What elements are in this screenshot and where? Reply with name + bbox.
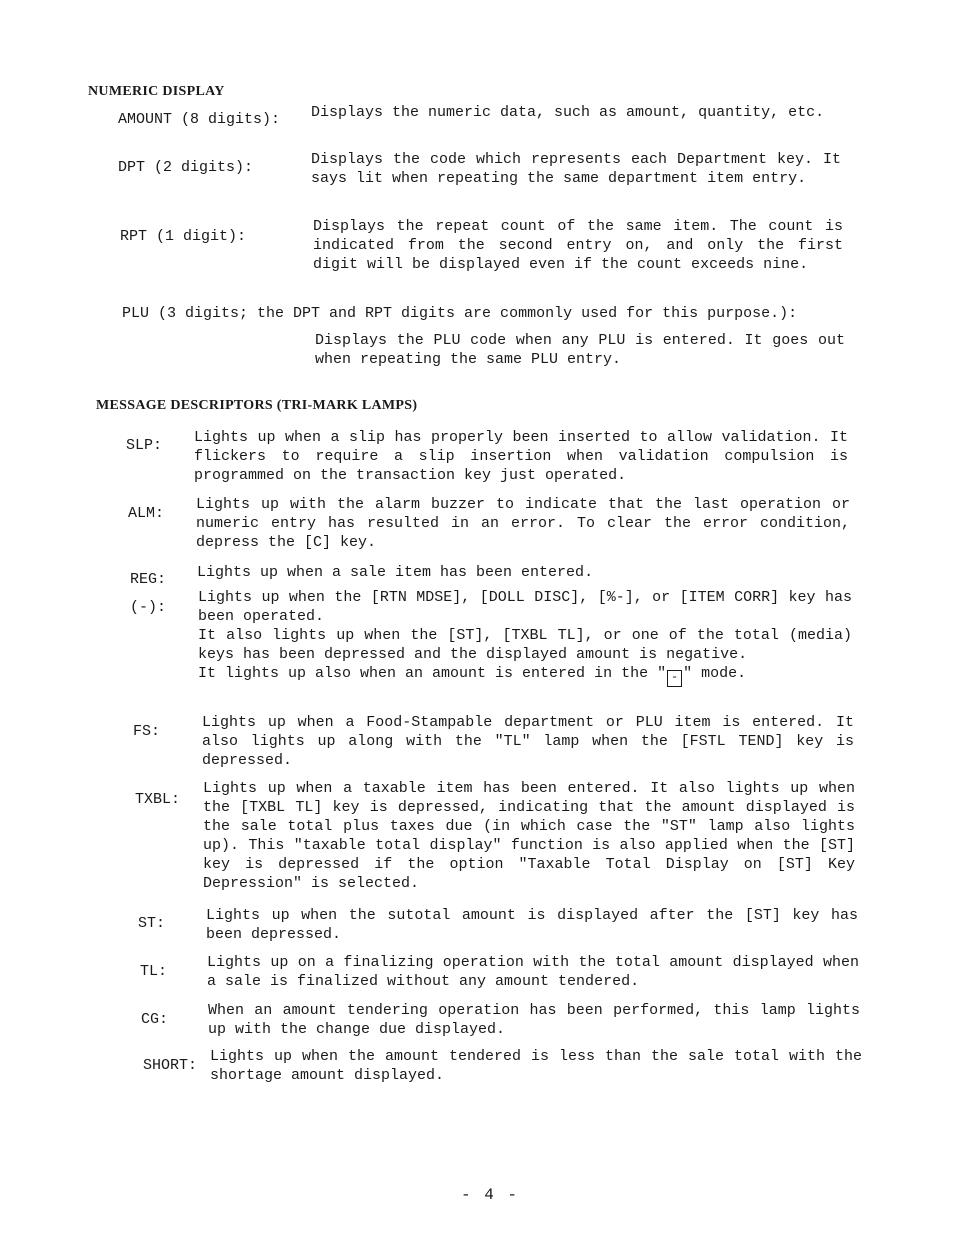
- desc-amount: Displays the numeric data, such as amount, quantity, etc.: [311, 104, 825, 121]
- term-fs: FS:: [133, 723, 161, 740]
- desc-alm: Lights up with the alarm buzzer to indicate that the last operation or numeric entry has resulted in an error. To clear the error condition, depress the [C] key.: [196, 496, 850, 551]
- term-st: ST:: [138, 915, 166, 932]
- desc-minus-line-1: Lights up when the [RTN MDSE], [DOLL DISC], [%-], or [ITEM CORR] key has been operated.: [198, 589, 852, 625]
- desc-rpt: Displays the repeat count of the same item. The count is indicated from the second entry on, and only the first digit will be displayed even if the count exceeds nine.: [313, 218, 843, 273]
- minus-mode-box-icon: -: [667, 670, 682, 687]
- desc-fs: Lights up when a Food-Stampable department or PLU item is entered. It also lights up along with the "TL" lamp when the [FSTL TEND] key is depressed.: [202, 714, 854, 769]
- term-plu: PLU (3 digits; the DPT and RPT digits are commonly used for this purpose.):: [122, 305, 798, 322]
- term-dpt: DPT (2 digits):: [118, 159, 254, 176]
- desc-txbl: Lights up when a taxable item has been entered. It also lights up when the [TXBL TL] key is depressed, indicating that the amount displayed is the sale total plus taxes due (in which case the "ST" lamp also lights up). This "taxable total display" function is also applied when the [ST] key is depressed if the option "Taxable Total Display on [ST] Key Depression" is selected.: [203, 780, 855, 892]
- term-rpt: RPT (1 digit):: [120, 228, 247, 245]
- desc-plu: Displays the PLU code when any PLU is entered. It goes out when repeating the same PLU entry.: [315, 332, 845, 368]
- term-txbl: TXBL:: [135, 791, 181, 808]
- term-tl: TL:: [140, 963, 168, 980]
- term-short: SHORT:: [143, 1057, 198, 1074]
- desc-dpt: Displays the code which represents each Department key. It says lit when repeating the same department item entry.: [311, 151, 841, 187]
- desc-st: Lights up when the sutotal amount is displayed after the [ST] key has been depressed.: [206, 907, 858, 943]
- term-amount: AMOUNT (8 digits):: [118, 111, 281, 128]
- desc-reg: Lights up when a sale item has been entered.: [197, 564, 594, 581]
- desc-cg: When an amount tendering operation has been performed, this lamp lights up with the change due displayed.: [208, 1002, 860, 1038]
- term-alm: ALM:: [128, 505, 165, 522]
- desc-tl: Lights up on a finalizing operation with the total amount displayed when a sale is finalized without any amount tendered.: [207, 954, 859, 990]
- section-heading-numeric-display: NUMERIC DISPLAY: [88, 84, 225, 99]
- desc-minus-line-3-start: It lights up also when an amount is entered in the ": [198, 665, 667, 682]
- section-heading-message-descriptors: MESSAGE DESCRIPTORS (TRI-MARK LAMPS): [96, 398, 418, 413]
- page-number: - 4 -: [460, 1186, 519, 1204]
- desc-slp: Lights up when a slip has properly been inserted to allow validation. It flickers to require a slip insertion when validation compulsion is programmed on the transaction key just operated.: [194, 429, 848, 484]
- term-slp: SLP:: [126, 437, 163, 454]
- desc-minus: [198, 588, 852, 687]
- desc-minus-line-3-end: " mode.: [683, 665, 747, 682]
- term-minus: (-):: [130, 599, 167, 616]
- term-reg: REG:: [130, 571, 167, 588]
- desc-short: Lights up when the amount tendered is less than the sale total with the shortage amount displayed.: [210, 1048, 862, 1084]
- desc-minus-line-3: [198, 664, 852, 687]
- desc-minus-line-2: It also lights up when the [ST], [TXBL TL], or one of the total (media) keys has been depressed and the displayed amount is negative.: [198, 627, 852, 663]
- term-cg: CG:: [141, 1011, 169, 1028]
